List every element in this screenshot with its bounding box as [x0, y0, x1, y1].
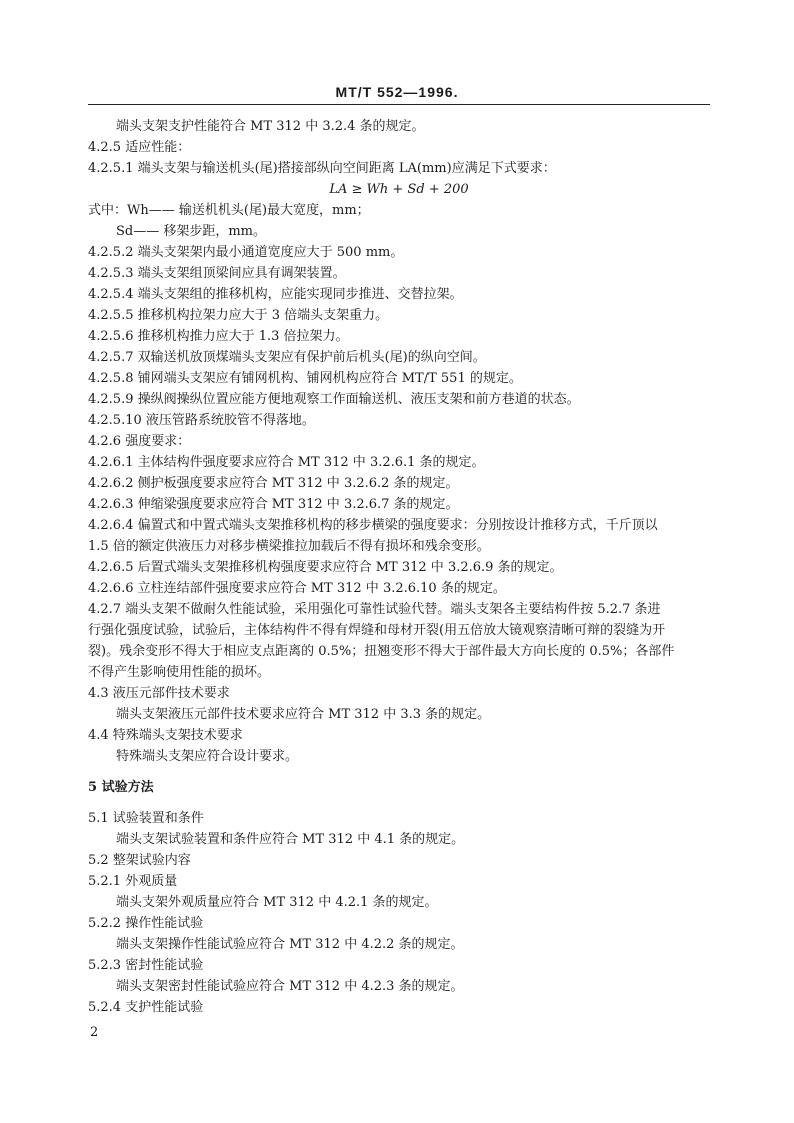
subsection-heading: 5.2.1 外观质量	[88, 874, 178, 889]
clause: 4.2.5.6 推移机构推力应大于 1.3 倍拉架力。	[88, 329, 349, 344]
page-number: 2	[90, 1025, 99, 1040]
formula: LA ≥ Wh + Sd + 200	[329, 182, 469, 197]
clause: 4.2.5.7 双输送机放顶煤端头支架应有保护前后机头(尾)的纵向空间。	[88, 350, 486, 365]
clause: 4.2.6.2 侧护板强度要求应符合 MT 312 中 3.2.6.2 条的规定。	[88, 476, 459, 491]
section-heading: 5.1 试验装置和条件	[88, 811, 204, 826]
text-line: 特殊端头支架应符合设计要求。	[116, 749, 299, 764]
clause: 4.2.5.2 端头支架架内最小通道宽度应大于 500 mm。	[88, 245, 404, 260]
clause: 4.2.5.10 液压管路系统胶管不得落地。	[88, 413, 315, 428]
header-rule	[88, 104, 710, 105]
clause: 4.2.5.3 端头支架组顶梁间应具有调架装置。	[88, 266, 346, 281]
section-heading: 4.3 液压元部件技术要求	[88, 686, 230, 701]
clause-continuation: 不得产生影响使用性能的损坏。	[88, 665, 271, 680]
clause: 4.2.6.5 后置式端头支架推移机构强度要求应符合 MT 312 中 3.2.6.9 条的规定。	[88, 560, 563, 575]
clause-continuation: 行强化强度试验，试验后，主体结构件不得有焊缝和母材开裂(用五倍放大镜观察清晰可辩的裂缝为开	[88, 623, 666, 638]
text-line: 端头支架试验装置和条件应符合 MT 312 中 4.1 条的规定。	[116, 832, 465, 847]
clause-continuation: 1.5 倍的额定供液压力对移步横梁推拉加载后不得有损坏和残余变形。	[88, 539, 490, 554]
clause: 4.2.5.1 端头支架与输送机头(尾)搭接部纵向空间距离 LA(mm)应满足下式要求：	[88, 161, 556, 176]
subsection-heading: 5.2.2 操作性能试验	[88, 916, 204, 931]
clause: 4.2.5.9 操纵阀操纵位置应能方便地观察工作面输送机、液压支架和前方巷道的状态。	[88, 392, 580, 407]
clause: 4.2.5.5 推移机构拉架力应大于 3 倍端头支架重力。	[88, 308, 389, 323]
text-line: 端头支架外观质量应符合 MT 312 中 4.2.1 条的规定。	[116, 895, 438, 910]
formula-where: Sd—— 移架步距，mm。	[116, 224, 267, 239]
clause: 4.2.6 强度要求：	[88, 434, 191, 449]
formula-where: 式中：Wh—— 输送机机头(尾)最大宽度，mm；	[88, 203, 370, 218]
text-line: 端头支架液压元部件技术要求应符合 MT 312 中 3.3 条的规定。	[116, 707, 491, 722]
clause-continuation: 裂)。残余变形不得大于相应支点距离的 0.5%；扭翘变形不得大于部件最大方向长度的 0.5%；各部件	[88, 644, 675, 659]
text-line: 端头支架密封性能试验应符合 MT 312 中 4.2.3 条的规定。	[116, 979, 464, 994]
text-line: 端头支架操作性能试验应符合 MT 312 中 4.2.2 条的规定。	[116, 937, 464, 952]
chapter-heading: 5 试验方法	[88, 780, 154, 795]
clause: 4.2.6.3 伸缩梁强度要求应符合 MT 312 中 3.2.6.7 条的规定。	[88, 497, 459, 512]
subsection-heading: 5.2.4 支护性能试验	[88, 1000, 204, 1015]
document-body	[88, 116, 710, 1018]
standard-code: MT/T 552—1996.	[335, 84, 459, 100]
text-line: 端头支架支护性能符合 MT 312 中 3.2.4 条的规定。	[116, 119, 425, 134]
clause: 4.2.6.6 立柱连结部件强度要求应符合 MT 312 中 3.2.6.10 条的规定。	[88, 581, 506, 596]
section-heading: 5.2 整架试验内容	[88, 853, 191, 868]
clause: 4.2.5.8 铺网端头支架应有铺网机构、铺网机构应符合 MT/T 551 的规定。	[88, 371, 522, 386]
subsection-heading: 5.2.3 密封性能试验	[88, 958, 204, 973]
clause: 4.2.5 适应性能：	[88, 140, 191, 155]
clause: 4.2.6.1 主体结构件强度要求应符合 MT 312 中 3.2.6.1 条的规定。	[88, 455, 485, 470]
clause: 4.2.5.4 端头支架组的推移机构，应能实现同步推进、交替拉架。	[88, 287, 463, 302]
section-heading: 4.4 特殊端头支架技术要求	[88, 728, 243, 743]
clause: 4.2.7 端头支架不做耐久性能试验，采用强化可靠性试验代替。端头支架各主要结构件按 5.2.7 条进	[88, 602, 661, 617]
clause: 4.2.6.4 偏置式和中置式端头支架推移机构的移步横梁的强度要求：分别按设计推移方式，千斤顶以	[88, 518, 658, 533]
